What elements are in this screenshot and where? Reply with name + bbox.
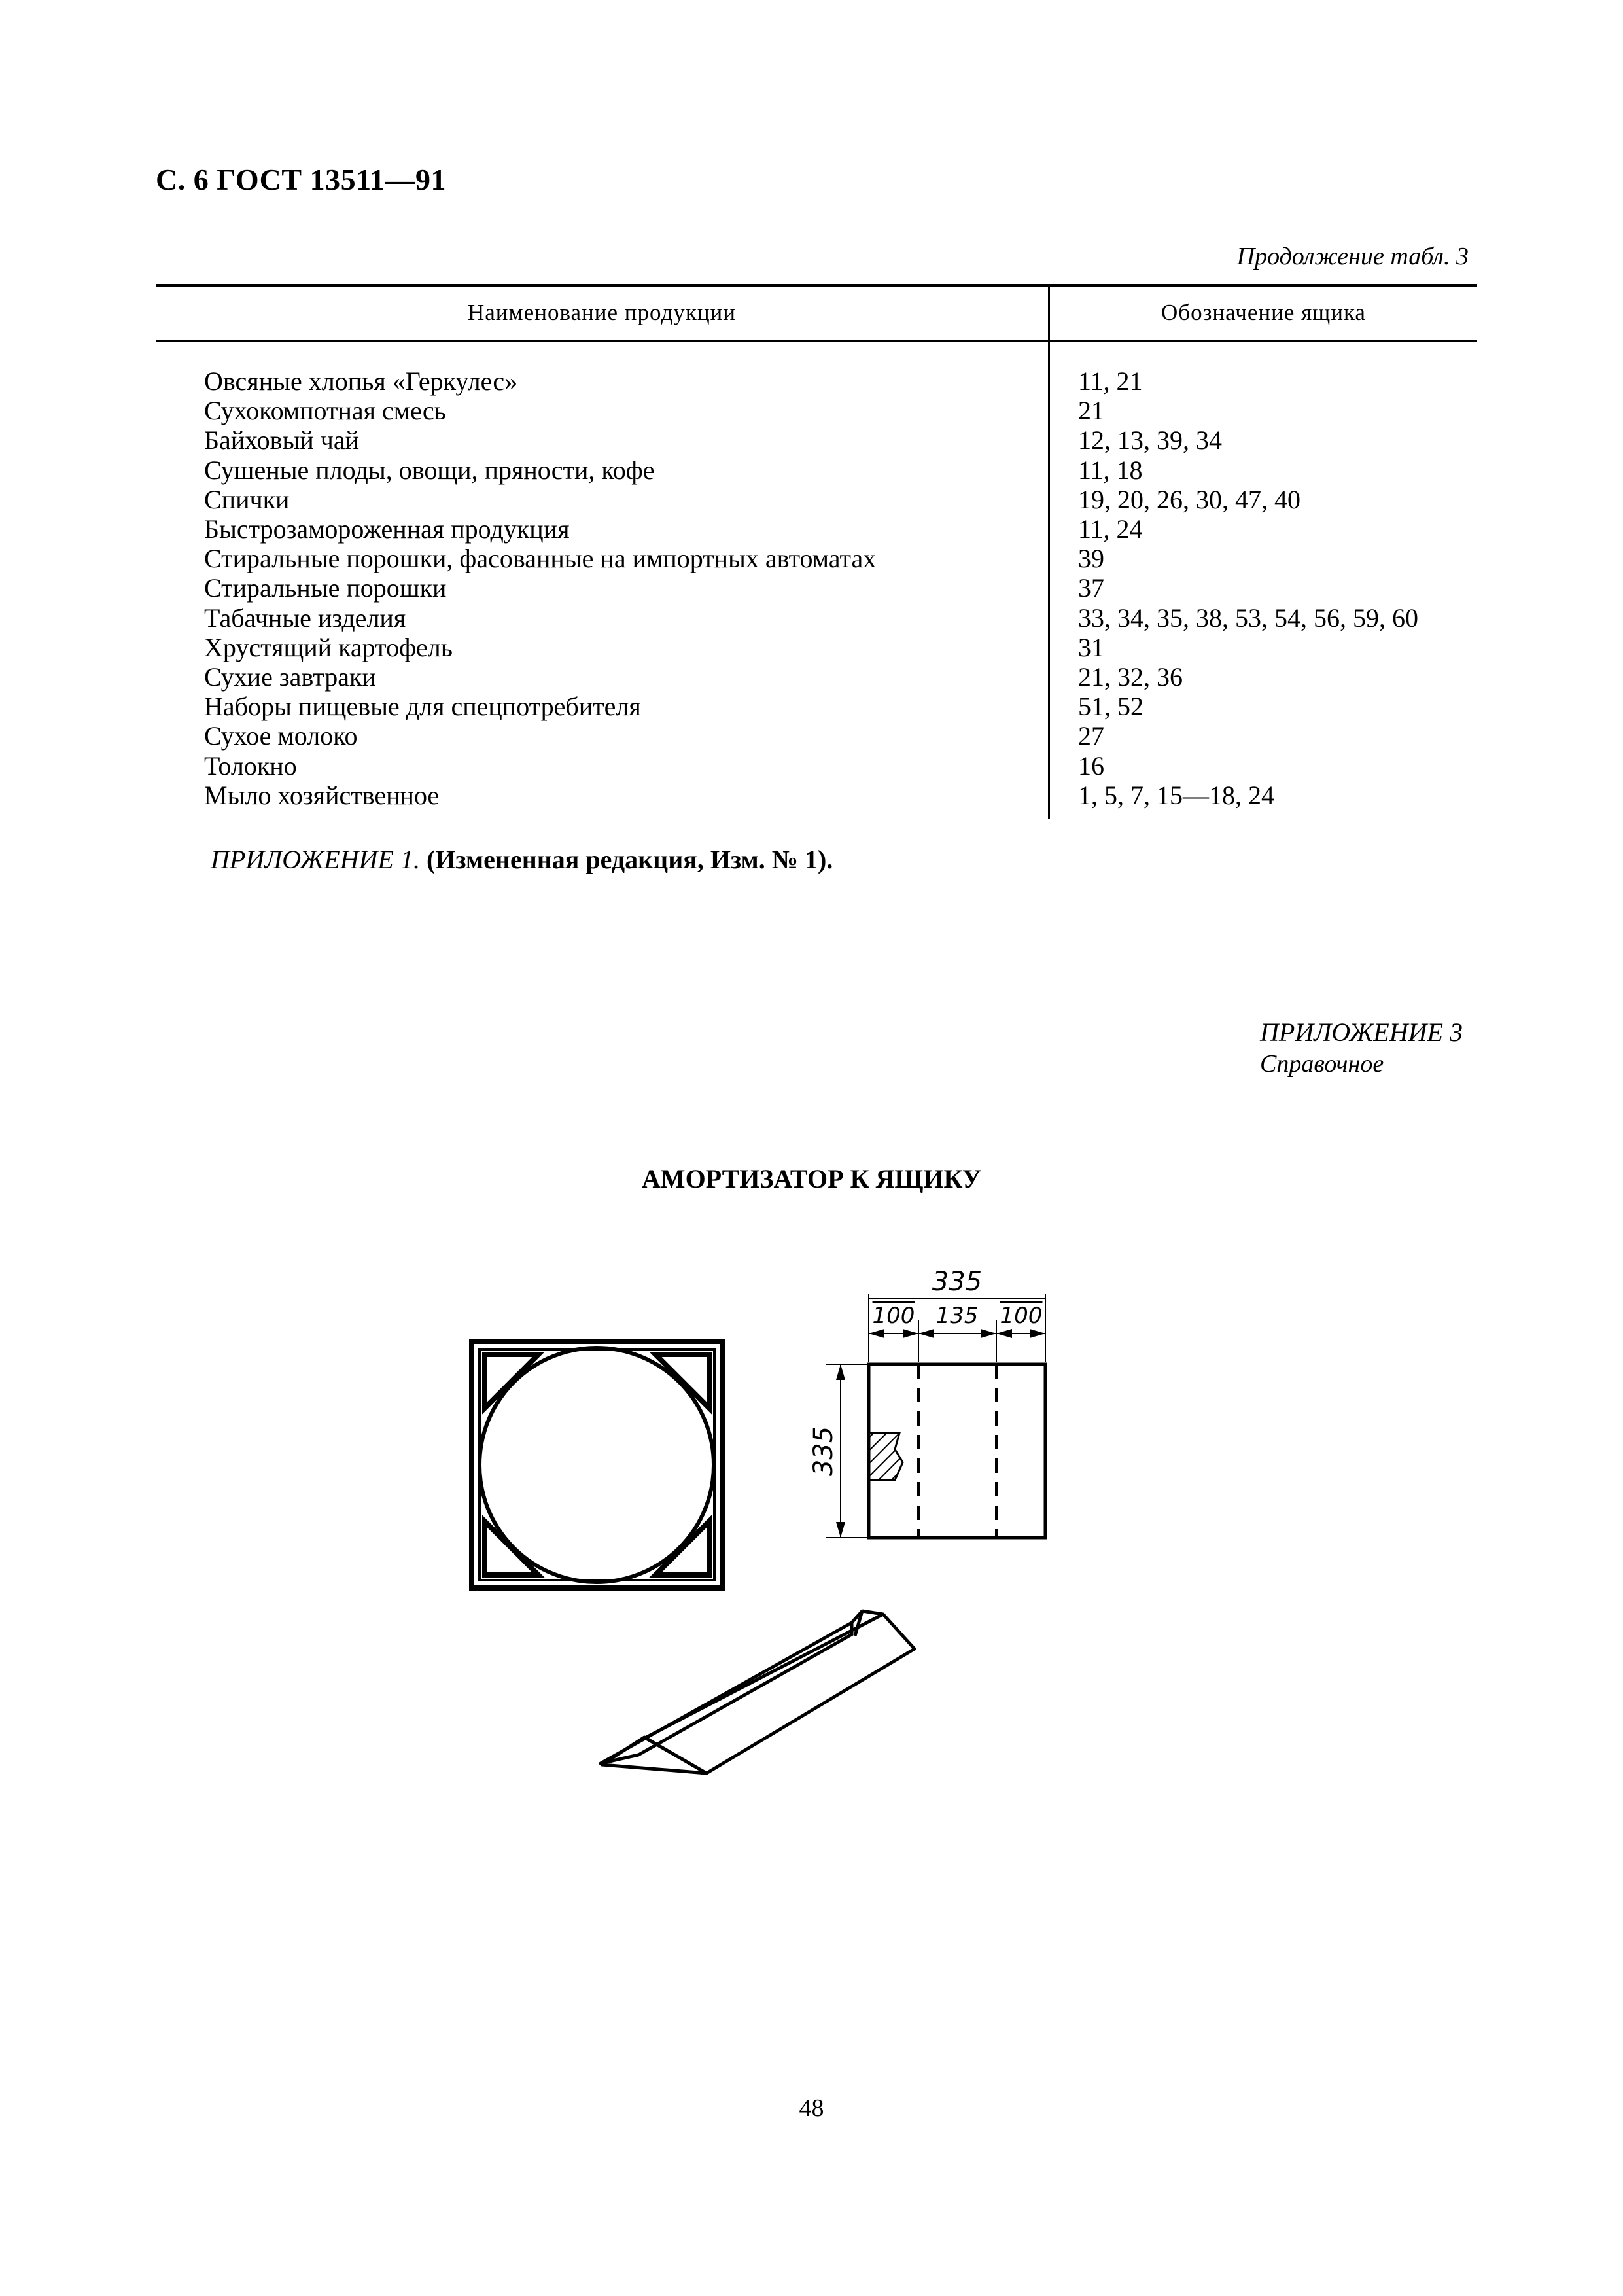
dim-middle-part: 135 [935,1303,979,1329]
table-row-box: 12, 13, 39, 34 [1078,425,1222,455]
dim-height: 335 [809,1426,839,1477]
table-row-product: Сушеные плоды, овощи, пряности, кофе [204,455,655,485]
table-row-box: 27 [1078,721,1104,751]
dim-left-part: 100 [872,1303,915,1329]
table-row-product: Стиральные порошки [204,573,447,603]
amendment-note-text: (Измененная редакция, Изм. № 1). [426,845,833,874]
table-row-product: Сухое молоко [204,721,358,751]
appendix-label: ПРИЛОЖЕНИЕ 3 [1260,1017,1463,1047]
corner-triangle [655,1354,709,1408]
table-row-product: Быстрозамороженная продукция [204,514,570,544]
table-row-product: Наборы пищевые для спецпотребителя [204,692,641,722]
corner-triangle [655,1521,709,1575]
isometric-view [601,1611,915,1773]
table-row-box: 31 [1078,632,1104,662]
table-row-product: Сухие завтраки [204,662,376,692]
dim-total-width: 335 [932,1267,983,1297]
table-continuation-label: Продолжение табл. 3 [1236,243,1469,270]
table-row-product: Овсяные хлопья «Геркулес» [204,366,518,396]
dim-right-part: 100 [1000,1303,1043,1329]
amendment-note-ref: ПРИЛОЖЕНИЕ 1. [211,845,420,874]
page-number: 48 [799,2094,824,2122]
table-row-product: Стиральные порошки, фасованные на импортных автоматах [204,544,877,574]
table-row-box: 11, 24 [1078,514,1143,544]
table-row-product: Сухокомпотная смесь [204,396,446,426]
corner-triangle [485,1354,538,1408]
table-row-product: Спички [204,484,290,514]
top-view [472,1341,722,1588]
table-row-product: Толокно [204,751,297,781]
table-row-box: 1, 5, 7, 15—18, 24 [1078,780,1274,810]
table-row-box: 11, 21 [1078,366,1143,396]
table-row-product: Хрустящий картофель [204,632,453,662]
table-row-box: 33, 34, 35, 38, 53, 54, 56, 59, 60 [1078,603,1418,633]
top-view-outer-frame [472,1341,722,1588]
table-row-box: 39 [1078,544,1104,574]
appendix-type: Справочное [1260,1050,1384,1078]
table-row-box: 51, 52 [1078,692,1143,722]
hatched-section [869,1433,903,1480]
table-row-box: 37 [1078,573,1104,603]
column-header-box: Обозначение ящика [1161,300,1366,325]
table-row-product: Байховый чай [204,425,360,455]
table-row-product: Мыло хозяйственное [204,780,440,810]
table-row-box: 19, 20, 26, 30, 47, 40 [1078,484,1300,514]
column-header-product: Наименование продукции [467,300,737,325]
figure-title: АМОРТИЗАТОР К ЯЩИКУ [641,1164,982,1193]
table-row-box: 16 [1078,751,1104,781]
front-view [826,1294,1045,1538]
table-row-box: 11, 18 [1078,455,1143,485]
table-row-box: 21, 32, 36 [1078,662,1183,692]
table-row-product: Табачные изделия [204,603,406,633]
table-row-box: 21 [1078,396,1104,426]
top-view-circle [480,1348,714,1582]
corner-triangle [485,1521,538,1575]
document-header: С. 6 ГОСТ 13511—91 [156,163,447,196]
